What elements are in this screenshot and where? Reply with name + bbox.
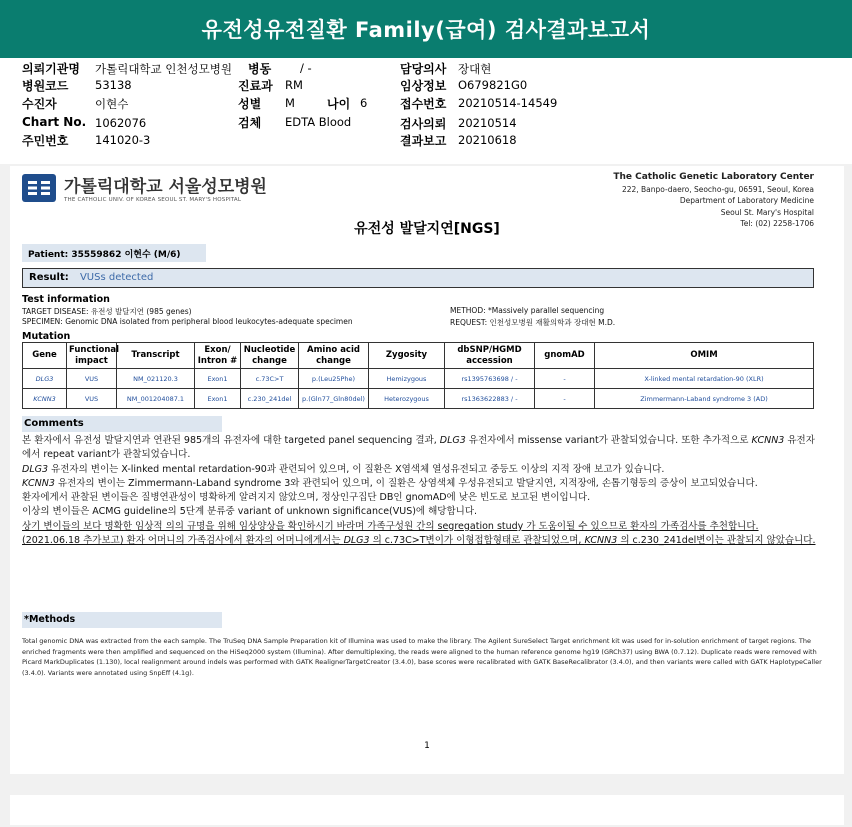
impact-cell: VUS (67, 389, 117, 409)
sex-value: M (285, 96, 295, 110)
omim-cell: Zimmermann-Laband syndrome 3 (AD) (595, 389, 814, 409)
report-heading: 유전성 발달지연[NGS] (354, 221, 500, 237)
col-amino-acid: Amino acid change (299, 343, 369, 369)
sex-label: 성별 (238, 97, 262, 111)
table-row (23, 369, 814, 389)
col-zygosity: Zygosity (369, 343, 445, 369)
col-functional-impact: Functional impact (67, 343, 117, 369)
hospital-logo (22, 172, 267, 203)
age-label: 나이 (327, 97, 351, 111)
ward-label: 병동 (248, 62, 272, 76)
comments-body (22, 434, 822, 548)
institution-label: 의뢰기관명 (22, 62, 80, 76)
zygosity-cell: Heterozygous (369, 389, 445, 409)
report-title-bar (0, 0, 852, 58)
result-value: VUSs detected (79, 272, 154, 283)
report-date-value: 20210618 (458, 133, 517, 147)
chart-value: 1062076 (95, 116, 147, 130)
next-page-strip (10, 795, 844, 825)
dept-label: 진료과 (238, 79, 273, 93)
target-disease: TARGET DISEASE: 유전성 발달지연 (985 genes) (22, 307, 192, 316)
receipt-label: 접수번호 (400, 97, 447, 111)
table-row (23, 389, 814, 409)
methods-heading: *Methods (22, 612, 222, 628)
col-nucleotide: Nucleotide change (241, 343, 299, 369)
comments-heading: Comments (22, 416, 222, 432)
collector-label: 수진자 (22, 97, 57, 111)
methods-text: Total genomic DNA was extracted from the each sample. The TruSeq DNA Sample Preparation kit of Illumina was used to make the library. The Agilent SureSelect Target enrichment kit was used for in-solution enrichment of target regions. The enriched fragments were then amplified and sequenced on the HiSeq2000 system (Illumina). After demultiplexing, the reads were aligned to the human reference genome hg19 (GRCh37) using BWA (0.7.12). Duplicate reads were removed with Picard MarkDuplicates (1.130), local realignment around indels was performed with GATK RealignerTargetCreator (3.4.0), base scores were recalibrated with GATK BaseRecalibrator (3.4.0), and then variants were called with GATK HaplotypeCaller (3.4.0). Variants were annotated using SnpEff (4.1g). (22, 637, 822, 677)
nucleotide-cell: c.73C>T (241, 369, 299, 389)
hospital-logo-icon (22, 174, 56, 202)
dept-value: RM (285, 78, 303, 92)
gnomad-cell: - (535, 369, 595, 389)
comment-text: 의 c.73C>T변이가 이형접합형태로 관찰되었으며, (369, 535, 585, 547)
transcript-cell: NM_021120.3 (117, 369, 195, 389)
comment-paragraph (22, 463, 822, 477)
age-value: 6 (360, 96, 368, 110)
dbsnp-cell: rs1363622883 / - (445, 389, 535, 409)
comment-text: 의 c.230_241del변이는 관찰되지 않았습니다. (617, 535, 816, 547)
gnomad-cell: - (535, 389, 595, 409)
result-bar (22, 268, 814, 288)
comment-paragraph (22, 434, 822, 463)
transcript-cell: NM_001204087.1 (117, 389, 195, 409)
exon-cell: Exon1 (195, 369, 241, 389)
result-label: Result: (29, 272, 69, 283)
institution-value: 가톨릭대학교 인천성모병원 (95, 62, 232, 76)
comment-text: 본 환자에서 유전성 발달지연과 연관된 985개의 유전자에 대한 targeted panel sequencing 결과, (22, 435, 440, 446)
hospital-name: 가톨릭대학교 서울성모병원 (64, 177, 267, 197)
request-info: REQUEST: 인천성모병원 재활의학과 장대현 M.D. (450, 318, 616, 327)
chart-label: Chart No. (22, 115, 87, 129)
col-gnomad: gnomAD (535, 343, 595, 369)
dbsnp-cell: rs1395763698 / - (445, 369, 535, 389)
id-label: 주민번호 (22, 134, 69, 148)
col-omim: OMIM (595, 343, 814, 369)
report-date-label: 결과보고 (400, 134, 447, 148)
ward-value: / - (300, 61, 312, 75)
page-title: 유전성유전질환 Family(급여) 검사결과보고서 (201, 18, 651, 42)
request-date-value: 20210514 (458, 116, 517, 130)
collector-value: 이현수 (95, 97, 129, 111)
clinical-value: O679821G0 (458, 78, 528, 92)
gene-name: KCNN3 (751, 435, 785, 446)
physician-value: 장대현 (458, 62, 492, 76)
specimen-info: SPECIMEN: Genomic DNA isolated from peripheral blood leukocytes-adequate specimen (22, 317, 353, 326)
gene-cell: KCNN3 (23, 389, 67, 409)
center-tel: Tel: (02) 2258-1706 (740, 219, 814, 228)
hospital-code-value: 53138 (95, 78, 132, 92)
method-info: METHOD: *Massively parallel sequencing (450, 306, 605, 315)
patient-bar: Patient: 35559862 이현수 (M/6) (22, 244, 206, 262)
amino-acid-cell: p.(Gln77_Gln80del) (299, 389, 369, 409)
omim-cell: X-linked mental retardation-90 (XLR) (595, 369, 814, 389)
comment-paragraph: 이상의 변이들은 ACMG guideline의 5단계 분류중 variant of unknown significance(VUS)에 해당합니다. (22, 506, 478, 518)
comment-text: (2021.06.18 추가보고) 환자 어머니의 가족검사에서 환자의 어머니에게서는 (22, 535, 344, 547)
impact-cell: VUS (67, 369, 117, 389)
hospital-code-label: 병원코드 (22, 79, 69, 93)
col-exon: Exon/ Intron # (195, 343, 241, 369)
gene-cell: DLG3 (23, 369, 67, 389)
comment-text: 유전자에서 missense variant가 관찰되었습니다. 또한 추가적으로 (465, 435, 752, 446)
physician-label: 담당의사 (400, 62, 447, 76)
nucleotide-cell: c.230_241del (241, 389, 299, 409)
page-number: 1 (424, 741, 430, 751)
request-date-label: 검사의뢰 (400, 117, 447, 131)
hospital-subtitle: THE CATHOLIC UNIV. OF KOREA SEOUL ST. MARY'S HOSPITAL (64, 197, 242, 203)
mutation-header-row (23, 343, 814, 369)
comment-text: 유전자의 변이는 Zimmermann-Laband syndrome 3와 관련되어 있으며, 이 질환은 상염색체 우성유전되고 발달지연, 지적장애, 손톱기형등의 증상이 보고되었습니다. (54, 477, 758, 489)
specimen-value: EDTA Blood (285, 115, 352, 129)
id-value: 141020-3 (95, 133, 151, 147)
amino-acid-cell: p.(Leu25Phe) (299, 369, 369, 389)
gene-name: KCNN3 (22, 477, 55, 489)
zygosity-cell: Hemizygous (369, 369, 445, 389)
mutation-heading: Mutation (22, 331, 71, 342)
clinical-label: 임상정보 (400, 79, 447, 93)
center-address: 222, Banpo-daero, Seocho-gu, 06591, Seoul, Korea (621, 184, 814, 194)
receipt-value: 20210514-14549 (458, 96, 558, 110)
comment-paragraph: 환자에게서 관찰된 변이들은 질병연관성이 명확하게 알려지지 않았으며, 정상인구집단 DB인 gnomAD에 낮은 빈도로 보고된 변이입니다. (22, 492, 591, 504)
specimen-label: 검체 (238, 116, 262, 130)
report-document (10, 166, 844, 774)
center-name: The Catholic Genetic Laboratory Center (613, 172, 814, 182)
gene-name: KCNN3 (584, 535, 618, 547)
center-hospital: Seoul St. Mary's Hospital (720, 207, 814, 217)
gene-name: DLG3 (22, 463, 49, 475)
comment-text: 유전자의 변이는 X-linked mental retardation-90과 관련되어 있으며, 이 질환은 X염색체 열성유전되고 중등도 이상의 지적 장애 보고가 있습니다. (48, 463, 665, 475)
comment-paragraph (22, 534, 822, 548)
comment-paragraph: 상기 변이들의 보다 명확한 임상적 의의 규명을 위해 임상양상을 확인하시기 바라며 가족구성원 간의 segregation study 가 도움이될 수 있으므로 환자의 가족검사를 추천합니다. (22, 520, 759, 532)
col-dbsnp: dbSNP/HGMD accession (445, 343, 535, 369)
exon-cell: Exon1 (195, 389, 241, 409)
col-transcript: Transcript (117, 343, 195, 369)
gene-name: DLG3 (439, 435, 466, 446)
center-dept: Department of Laboratory Medicine (679, 196, 814, 205)
col-gene: Gene (23, 343, 67, 369)
comment-paragraph (22, 477, 822, 491)
comment-text: 유전자에서 repeat variant가 관찰되었습니다. (22, 435, 815, 461)
request-info-panel (0, 58, 852, 164)
mutation-table (22, 342, 814, 409)
test-info-heading: Test information (22, 294, 110, 305)
gene-name: DLG3 (343, 535, 370, 547)
